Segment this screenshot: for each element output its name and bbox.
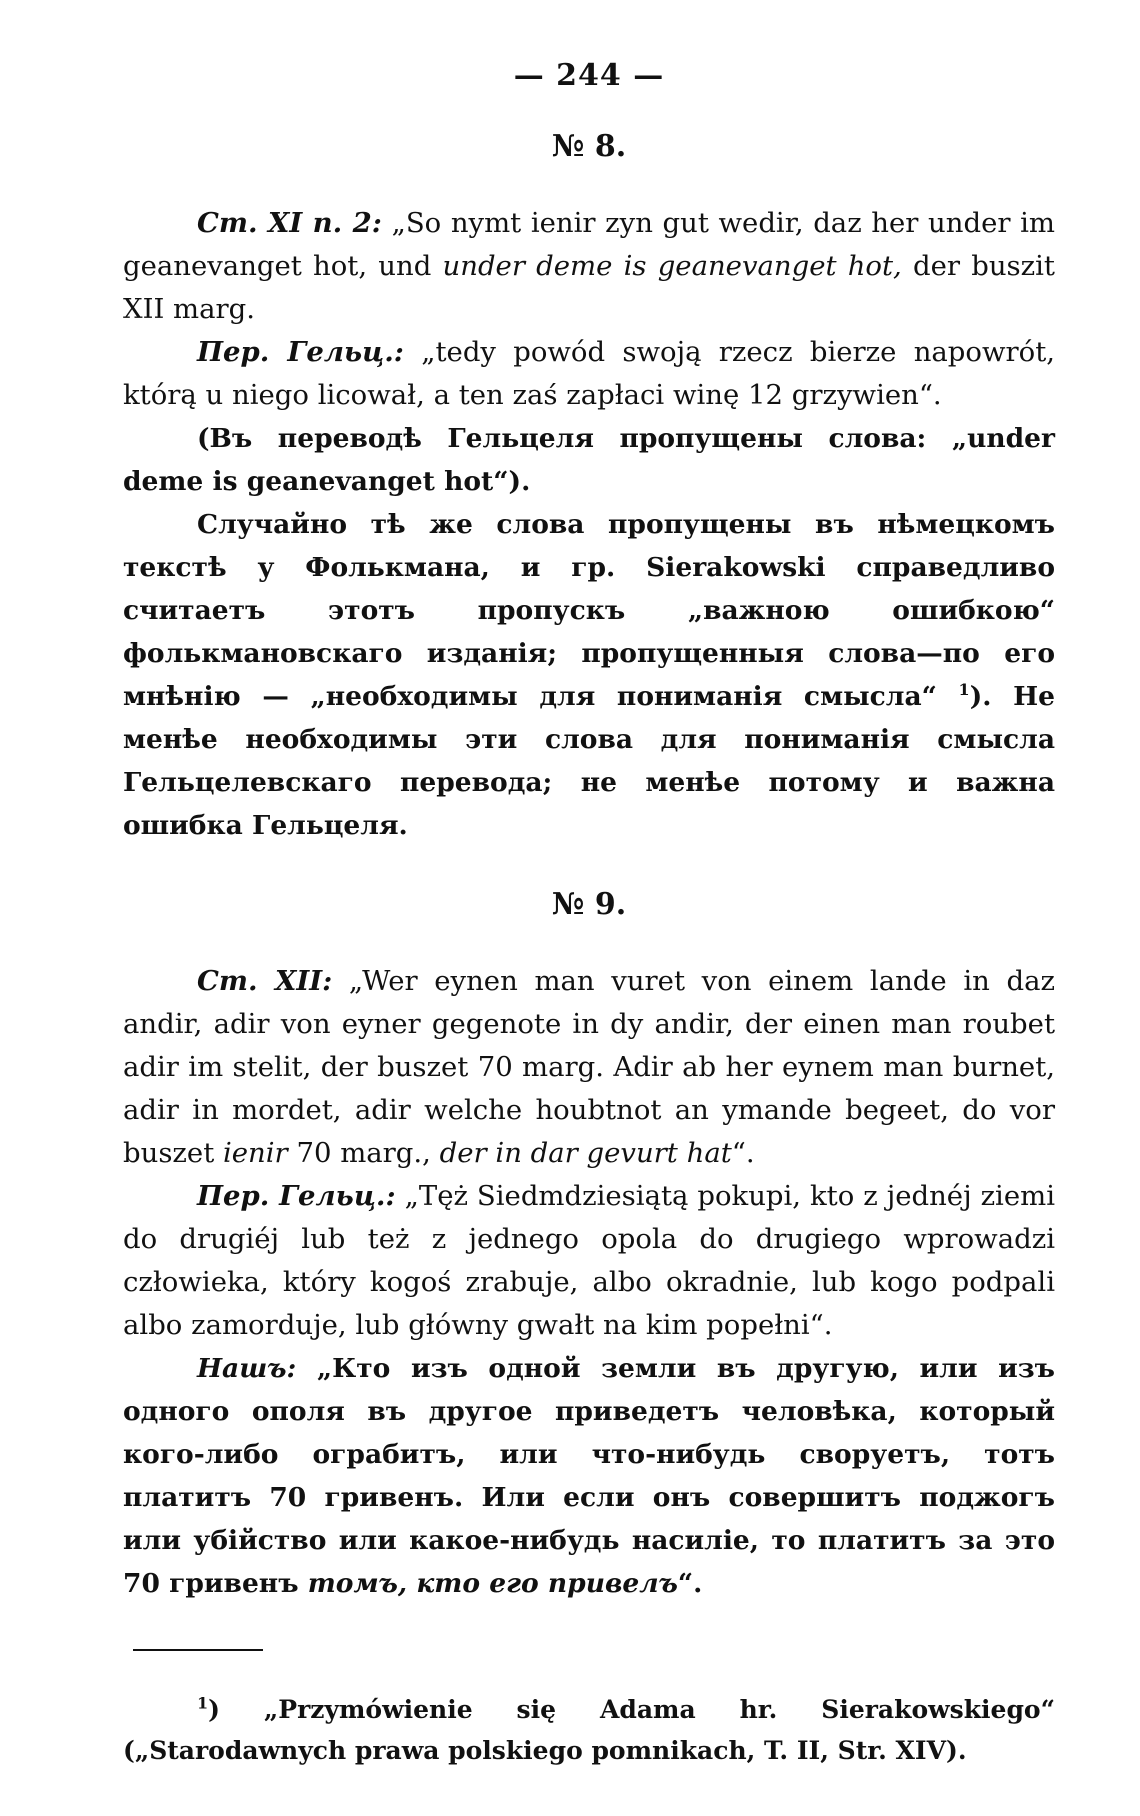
paragraph-our-translation	[123, 1347, 1055, 1605]
paragraph-text: „So nymt ienir zyn gut wedir, daz her under im geanevanget hot, und	[123, 207, 1055, 282]
paragraph-text: „Кто изъ одной земли въ другую, или изъ одного ополя въ другое приведетъ человѣка, который кого-либо ограбитъ, или что-нибудь своруетъ, тотъ платитъ 70 гривенъ. Или если онъ совершитъ поджогъ или убійство или какое-нибудь насиліе, то платитъ за это 70 гривенъ	[123, 1353, 1055, 1599]
section-heading-8: № 8.	[551, 129, 627, 164]
article-label: Ст. XII:	[197, 965, 333, 997]
footnote-ref[interactable]: 1	[958, 680, 970, 700]
translation-label: Пер. Гельц.:	[197, 336, 404, 368]
paragraph-art-xi-original	[123, 202, 1055, 331]
section-heading-9: № 9.	[551, 887, 627, 922]
paragraph-text: „tedy powód swoją rzecz bierze napowrót, którą u niego licował, a ten zaś zapłaci winę 12 grzywien“.	[123, 336, 1055, 411]
paragraph-art-xi-translation	[123, 331, 1055, 417]
paragraph-text: „Tęż Siedmdziesiątą pokupi, kto z jednéj ziemi do drugiéj lub też z jednego opola do drugiego wprowadzi człowieka, który kogoś zrabuje, albo okradnie, lub kogo podpali albo zamorduje, lub główny gwałt na kim popełni“.	[123, 1180, 1055, 1341]
paragraph-art-xii-original	[123, 960, 1055, 1175]
paragraph-text: Случайно тѣ же слова пропущены въ нѣмецкомъ текстѣ у Фолькмана, и гр. Sierakowski справедливо считаетъ этотъ пропускъ „важною ошибкою“ фолькмановскаго изданія; пропущенныя слова—по его мнѣнію — „необходимы для пониманія смысла“	[123, 509, 1055, 712]
page-number: — 244 —	[513, 58, 665, 93]
italic-text: der in dar gevurt hat	[439, 1137, 732, 1169]
article-label: Ст. XI п. 2:	[197, 207, 382, 239]
paragraph-text: 70 marg.,	[287, 1137, 440, 1169]
footnote-divider	[133, 1649, 263, 1651]
paragraph-art-xii-translation	[123, 1175, 1055, 1347]
italic-text: томъ, кто его привелъ	[307, 1568, 678, 1599]
paragraph-text: der buszit XII marg.	[123, 250, 1055, 325]
italic-text: under deme is geanevanget hot,	[442, 250, 902, 282]
translation-label: Пер. Гельц.:	[197, 1180, 396, 1212]
italic-text: ienir	[222, 1137, 288, 1169]
paragraph-text: “.	[677, 1568, 703, 1599]
footnote-marker: 1	[197, 1693, 209, 1713]
footnote	[123, 1689, 1055, 1771]
footnote-text: ) „Przymówienie się Adama hr. Sierakowskiego“ („Starodawnych prawa polskiego pomnikach, T. II, Str. XIV).	[123, 1695, 1055, 1765]
paragraph-omission-note	[123, 417, 1055, 503]
paragraph-commentary	[123, 503, 1055, 847]
paragraph-text: „Wer eynen man vuret von einem lande in daz andir, adir von eyner gegenote in dy andir, der einen man roubet adir im stelit, der buszet 70 marg. Adir ab her eynem man burnet, adir in mordet, adir welche houbtnot an ymande begeet, do vor buszet	[123, 965, 1055, 1169]
our-translation-label: Нашъ:	[197, 1353, 297, 1384]
book-page	[123, 58, 1055, 1771]
paragraph-text: “.	[731, 1137, 755, 1169]
paragraph-text: ). Не менѣе необходимы эти слова для пониманія смысла Гельцелевскаго перевода; не менѣе потому и важна ошибка Гельцеля.	[123, 681, 1055, 841]
paragraph-text: (Въ переводѣ Гельцеля пропущены слова: „under deme is geanevanget hot“).	[123, 423, 1055, 497]
